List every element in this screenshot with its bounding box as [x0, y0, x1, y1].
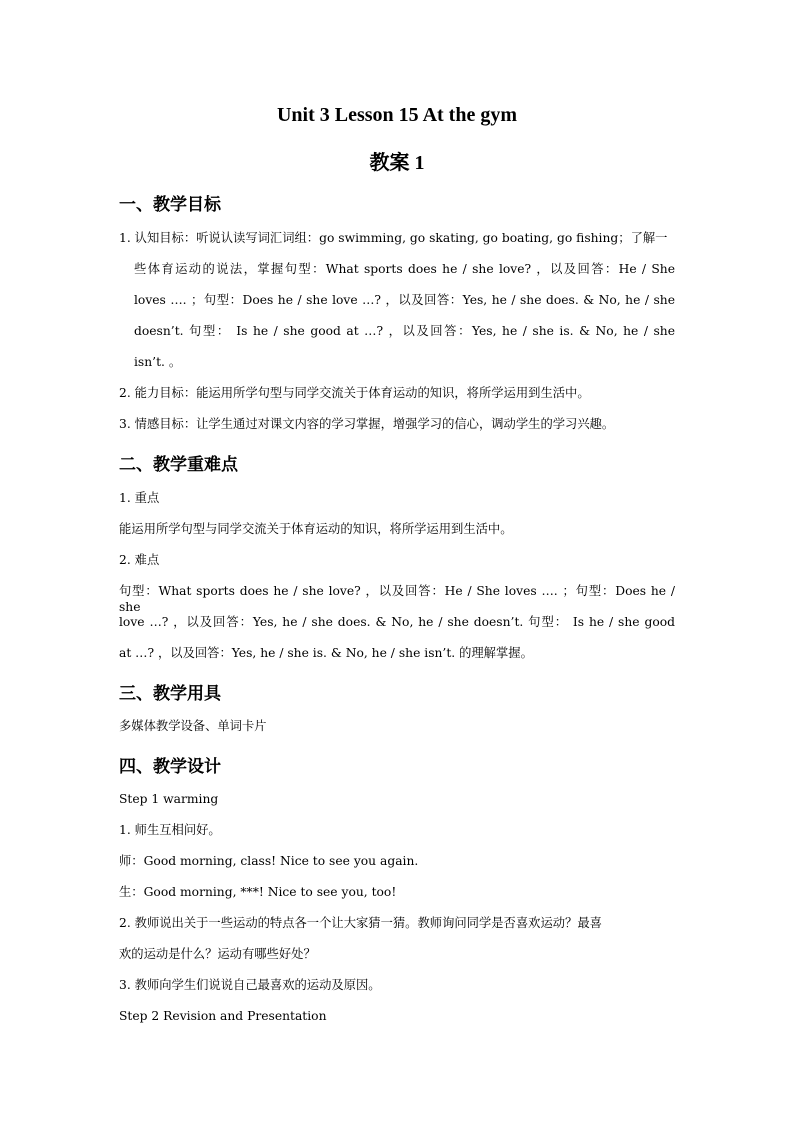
section-heading-design: 四、教学设计: [119, 757, 221, 777]
objective-1-line-3: loves …. ；句型：Does he / she love …? ，以及回答：Yes, he / she does. & No, he / she: [134, 293, 675, 307]
objective-2: 2. 能力目标：能运用所学句型与同学交流关于体育运动的知识，将所学运用到生活中。: [119, 386, 590, 400]
document-subtitle: 教案 1: [369, 152, 425, 174]
difficulty-label: 2. 难点: [119, 553, 160, 567]
step-2-heading: Step 2 Revision and Presentation: [119, 1009, 327, 1023]
objective-3: 3. 情感目标：让学生通过对课文内容的学习掌握，增强学习的信心，调动学生的学习兴趣。: [119, 417, 615, 431]
objective-1-line-5: isn’t. 。: [134, 355, 182, 369]
objective-1-line-1: 1. 认知目标：听说认读写词汇词组：go swimming, go skating, go boating, go fishing；了解一: [119, 231, 668, 245]
section-heading-objectives: 一、教学目标: [119, 195, 221, 215]
key-point-text: 能运用所学句型与同学交流关于体育运动的知识，将所学运用到生活中。: [119, 522, 513, 536]
key-point-label: 1. 重点: [119, 491, 160, 505]
difficulty-line-1: 句型：What sports does he / she love? ，以及回答：He / She loves …. ；句型：Does he / she: [119, 584, 675, 614]
section-heading-materials: 三、教学用具: [119, 684, 221, 704]
section-heading-key-points: 二、教学重难点: [119, 455, 238, 475]
student-line: 生：Good morning, ***! Nice to see you, too!: [119, 885, 397, 899]
teacher-line: 师：Good morning, class! Nice to see you again.: [119, 854, 419, 868]
difficulty-line-2: love …? ，以及回答：Yes, he / she does. & No, he / she doesn’t. 句型： Is he / she good: [119, 615, 675, 629]
objective-1-line-2: 些体育运动的说法，掌握句型：What sports does he / she love? ，以及回答：He / She: [134, 262, 675, 276]
document-title: Unit 3 Lesson 15 At the gym: [276, 104, 517, 126]
difficulty-line-3: at …? ，以及回答：Yes, he / she is. & No, he / she isn’t. 的理解掌握。: [119, 646, 533, 660]
step-1-item-2-line-1: 2. 教师说出关于一些运动的特点各一个让大家猜一猜。教师询问同学是否喜欢运动？最喜: [119, 916, 602, 930]
step-1-item-1: 1. 师生互相问好。: [119, 823, 221, 837]
step-1-item-3: 3. 教师向学生们说说自己最喜欢的运动及原因。: [119, 978, 381, 992]
step-1-heading: Step 1 warming: [119, 792, 219, 806]
step-1-item-2-line-2: 欢的运动是什么？运动有哪些好处？: [119, 947, 316, 961]
objective-1-line-4: doesn’t. 句型： Is he / she good at …? ，以及回答：Yes, he / she is. & No, he / she: [134, 324, 675, 338]
materials-text: 多媒体教学设备、单词卡片: [119, 719, 267, 733]
